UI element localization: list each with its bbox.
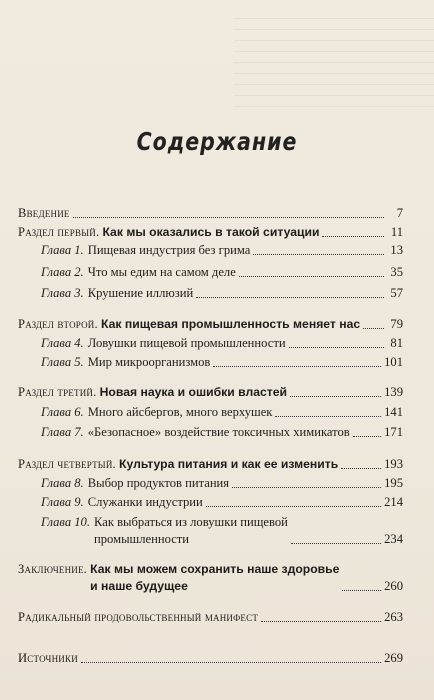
dot-leader (196, 297, 384, 298)
page-number: 214 (384, 495, 403, 509)
chapter-title: Ловушки пищевой промышленности (87, 336, 286, 350)
page-number: 269 (384, 651, 403, 665)
chapter-number: Глава 3. (41, 286, 84, 300)
toc-entry-label: Источники (18, 651, 78, 665)
toc-entry-ch8[interactable] (18, 475, 403, 492)
section-title (90, 561, 339, 595)
chapter-title (94, 514, 288, 548)
toc-entry-sources[interactable] (18, 650, 403, 667)
chapter-title: Выбор продуктов питания (87, 476, 230, 490)
toc-entry-ch2[interactable] (18, 264, 403, 281)
page-number: 195 (384, 476, 403, 490)
page-number: 263 (384, 610, 403, 624)
toc-entry-ch4[interactable] (18, 335, 403, 352)
toc-entry-part4[interactable] (18, 456, 403, 473)
section-label: Раздел второй. (18, 317, 98, 331)
toc-entry-ch9[interactable] (18, 494, 403, 511)
section-title-line-1: Как мы можем сохранить наше здоровье (90, 562, 340, 576)
dot-leader (73, 217, 384, 218)
page-title: Содержание (136, 127, 298, 156)
page-number: 141 (384, 405, 403, 419)
toc-entry-ch7[interactable] (18, 424, 403, 441)
toc-entry-label: Радикальный продовольственный манифест (18, 610, 259, 624)
page-number: 7 (396, 206, 403, 220)
page-number: 79 (390, 317, 403, 331)
toc-entry-label: Введение (18, 206, 70, 220)
dot-leader (213, 366, 381, 367)
bleed-through-text (234, 8, 434, 108)
page-number: 193 (384, 457, 403, 471)
chapter-title: «Безопасное» воздействие токсичных химикатов (87, 425, 350, 439)
chapter-number: Глава 8. (41, 476, 84, 490)
section-label: Заключение. (18, 562, 88, 576)
dot-leader (261, 621, 381, 622)
page-number: 171 (384, 425, 403, 439)
dot-leader (353, 436, 381, 437)
toc-entry-ch3[interactable] (18, 285, 403, 302)
section-label: Раздел третий. (18, 385, 97, 399)
chapter-number: Глава 9. (41, 495, 84, 509)
page-number: 11 (390, 225, 403, 239)
chapter-title-line-2: промышленности (94, 532, 190, 546)
toc-entry-intro[interactable] (18, 205, 403, 222)
chapter-number: Глава 2. (41, 265, 84, 279)
dot-leader (322, 236, 384, 237)
dot-leader (239, 276, 384, 277)
section-title: Новая наука и ошибки властей (99, 385, 288, 399)
section-label: Раздел четвертый. (18, 457, 116, 471)
dot-leader (206, 506, 381, 507)
chapter-title: Пищевая индустрия без грима (87, 243, 251, 257)
section-title-line-2: и наше будущее (90, 579, 188, 593)
toc-entry-ch6[interactable] (18, 404, 403, 421)
toc-entry-part3[interactable] (18, 384, 403, 401)
chapter-number: Глава 6. (41, 405, 84, 419)
chapter-number: Глава 5. (41, 355, 84, 369)
page-number: 35 (390, 265, 403, 279)
chapter-title: Служанки индустрии (87, 495, 203, 509)
dot-leader (253, 254, 384, 255)
dot-leader (291, 543, 381, 544)
chapter-title: Что мы едим на самом деле (87, 265, 236, 279)
dot-leader (289, 347, 384, 348)
dot-leader (290, 396, 381, 397)
toc-entry-manifest[interactable] (18, 609, 403, 626)
chapter-title: Мир микроорганизмов (87, 355, 211, 369)
section-title: Как мы оказались в такой ситуации (102, 225, 320, 239)
section-title: Культура питания и как ее изменить (119, 457, 339, 471)
chapter-title: Крушение иллюзий (87, 286, 194, 300)
chapter-title: Много айсбергов, много верхушек (87, 405, 273, 419)
section-label: Раздел первый. (18, 225, 100, 239)
toc-entry-conclusion[interactable] (18, 561, 403, 595)
page-number: 57 (390, 286, 403, 300)
dot-leader (81, 662, 381, 663)
section-title: Как пищевая промышленность меняет нас (101, 317, 361, 331)
toc-entry-ch1[interactable] (18, 242, 403, 259)
page-number: 13 (390, 243, 403, 257)
chapter-title-line-1: Как выбраться из ловушки пищевой (94, 515, 288, 529)
toc-entry-part2[interactable] (18, 316, 403, 333)
page-number: 81 (390, 336, 403, 350)
toc-entry-ch5[interactable] (18, 354, 403, 371)
chapter-number: Глава 4. (41, 336, 84, 350)
dot-leader (232, 487, 381, 488)
chapter-number: Глава 7. (41, 425, 84, 439)
page-number: 234 (384, 532, 403, 546)
dot-leader (363, 328, 384, 329)
page-number: 139 (384, 385, 403, 399)
page-number: 101 (384, 355, 403, 369)
toc-entry-ch10[interactable] (18, 514, 403, 548)
toc-entry-part1[interactable] (18, 224, 403, 241)
dot-leader (275, 416, 381, 417)
dot-leader (341, 468, 381, 469)
dot-leader (342, 590, 381, 591)
page-number: 260 (384, 579, 403, 593)
chapter-number: Глава 10. (41, 515, 91, 529)
chapter-number: Глава 1. (41, 243, 84, 257)
